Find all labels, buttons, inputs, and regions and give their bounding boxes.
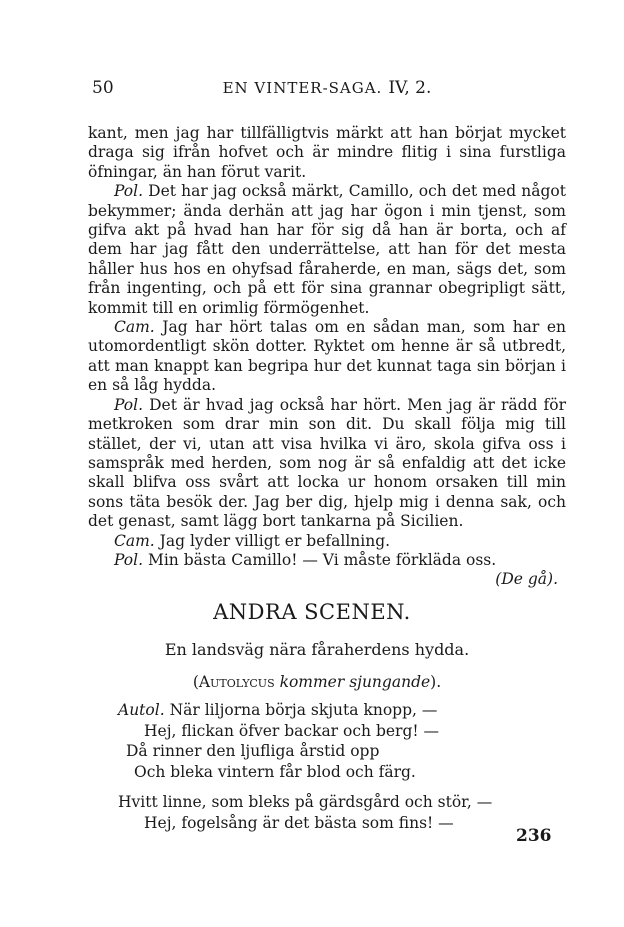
verse-line — [118, 721, 492, 742]
act-scene-label: IV, 2. — [388, 78, 432, 98]
speaker-name: Pol. — [114, 550, 144, 569]
stage-direction — [0, 673, 624, 691]
verse-line-text: Hej, fogelsång är det bästa som fins! — — [144, 813, 454, 832]
paragraph — [88, 318, 566, 396]
paragraph-text: Min bästa Camillo! — Vi måste förkläda oss. — [147, 550, 497, 569]
character-name: Autolycus — [198, 673, 275, 691]
paragraph-text: kant, men jag har tillfälligtvis märkt att han börjat mycket draga sig ifrån hofvet och är mindre flitig i sina furstliga öfningar, än han förut varit. — [88, 124, 566, 181]
paragraph — [88, 396, 566, 532]
stanza-gap — [118, 782, 492, 792]
paragraph-text: Jag har hört talas om en sådan man, som har en utomordentligt skön dotter. Ryktet om henne är så utbredt, att man knappt kan begripa hur det kunnat taga sin början i en så låg hydda. — [88, 318, 566, 395]
speaker-name: Autol. — [118, 701, 165, 719]
song-verse — [118, 700, 492, 834]
paragraph — [88, 182, 566, 318]
verse-line — [118, 762, 492, 783]
stage-direction-close: ). — [430, 673, 442, 691]
signature-number: 236 — [516, 826, 552, 846]
exit-direction: (De gå). — [495, 570, 558, 589]
stage-direction-open: ( — [192, 673, 199, 691]
speaker-name: Cam. — [114, 531, 155, 550]
page-number: 50 — [92, 78, 114, 98]
verse-line-text: Då rinner den ljufliga årstid opp — [126, 742, 380, 761]
verse-line — [118, 700, 492, 721]
scene-title: ANDRA SCENEN. — [213, 600, 411, 624]
verse-line — [118, 792, 492, 813]
verse-line-text: Hvitt linne, som bleks på gärdsgård och stör, — — [118, 793, 493, 812]
speaker-name: Pol. — [114, 182, 144, 201]
scene-setting: En landsväg nära fåraherdens hydda. — [164, 640, 470, 659]
paragraph-text: Det är hvad jag också har hört. Men jag är rädd för metkroken som drar min son dit. Du skall följa mig till stället, der vi, utan att visa hvilka vi äro, skola gifva oss i samspråk med herden, som nog är så enfaldig att det icke skall blifva oss svårt att locka ur honom orsaken till min sons täta besök der. Jag ber dig, hjelp mig i denna sak, och det genast, samt lägg bort tankarna på Sicilien. — [88, 395, 566, 531]
speaker-name: Cam. — [114, 318, 155, 337]
paragraph — [88, 124, 566, 182]
paragraph-text: Jag lyder villigt er befallning. — [159, 531, 391, 550]
dialogue-body — [88, 124, 566, 590]
paragraph-text: Det har jag också märkt, Camillo, och det med något bekymmer; ända derhän att jag har ögon i min tjenst, som gifva akt på hvad han har för sig då han är borta, och af dem har jag fått den underrättelse, att han för det mesta håller hus hos en ohyfsad fåraherde, en man, sägs det, som från ingenting, och på ett för sina grannar obegripligt sätt, kommit till en orimlig förmögenhet. — [88, 182, 566, 317]
verse-line — [118, 741, 492, 762]
running-title: EN VINTER-SAGA. — [222, 79, 383, 97]
paragraph — [88, 532, 566, 551]
verse-line — [118, 813, 492, 834]
running-header — [0, 78, 624, 98]
verse-line-text: Och bleka vintern får blod och färg. — [134, 762, 416, 781]
paragraph — [88, 551, 566, 570]
stage-direction-text: kommer sjungande — [279, 673, 431, 691]
verse-line-text: När liljorna börja skjuta knopp, — — [169, 701, 438, 719]
speaker-name: Pol. — [114, 395, 144, 414]
verse-line-text: Hej, flickan öfver backar och berg! — — [144, 721, 440, 740]
